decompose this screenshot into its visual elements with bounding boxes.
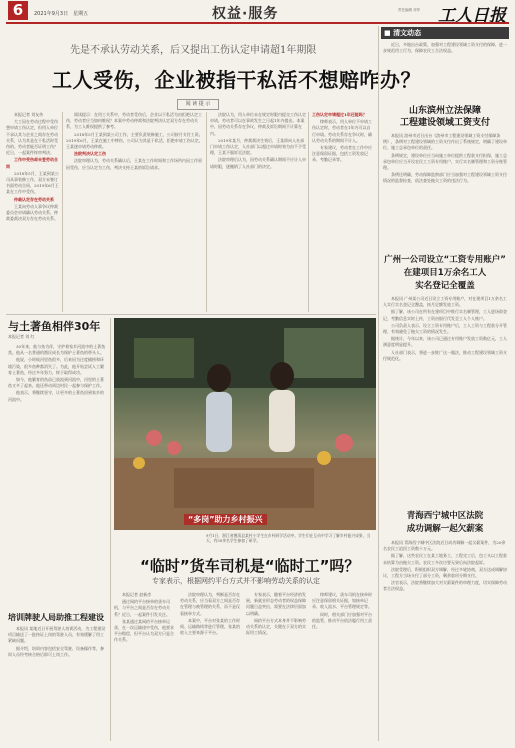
commentary-tag: 阅 读 提 示 [177,99,219,110]
date-line: 2021年9月3日 星期五 [34,11,89,17]
photo-illustration [114,318,376,530]
col2-headline: 广州一公司设立“工资专用账户” 在建项目1万余名工人 实名登记全覆盖 [384,255,506,291]
box-header [381,27,509,39]
col3-headline: 青海西宁城中区法院 成功调解一起欠薪案 [406,511,484,534]
photo-tag: “多岗”助力乡村振兴 [184,514,267,525]
lead-body-col-1: 本报记者 刘友传 大工因在劳动过程中受伤想申请工伤认定，但用人单位不承认其与企业之间存在劳动关系，认为其是在干私活时受伤的。劳动者能否证明工伤？近日，一起案件终审判决。 工作中受伤却未签劳动合同 2018年5月，王某到某公司从事装修工作，双方未签订书面劳动合同，2019年6月王某在工作中受伤。 仲裁认定存在劳动关系 王某向劳动人事争议仲裁委员会申请确认劳动关系，仲裁委裁决双方存在劳动关系。 [6,112,59,222]
lead-body-col-2: 阅读提示：在用工关系中，劳动者受伤后，企业以干私活为由拒绝认定工伤，劳动者应当如何维权？本案中劳动仲裁和法院判决认定双方存在劳动关系，为工人维权提供了参考。 2018年5月王某到某公司工作，主要负责装修施工，公司按月支付工资。2019年6月，王某在施工中摔伤，公司认为其是干私活，拒绝申请工伤认定。王某遂申请劳动仲裁。 法院判决认定工伤 法院审理认为，劳动关系确认后，王某在工作时间和工作场所内因工作原因受伤，应当认定为工伤，判决支持王某的诉讼请求。 [66,112,203,170]
col3-body: 本报讯 青海西宁城中区法院近日成功调解一起欠薪案件，为20余名农民工追回工资数十万元。 据了解，这些农民工在某工地务工，工程完工后，包工头以工程款未结算为由拖欠工资。农民工多次讨要无果后向法院起诉。 法院受理后，积极组织双方调解，经过多轮协商，双方达成调解协议，工程方当场支付了部分工资，剩余款项分期支付。 法官表示，法院将继续加大对欠薪案件的审理力度，切实保障劳动者合法权益。 [383,540,507,592]
bottom-subhead: 专家表示，根据网约平台方式并不影响劳动关系的认定 [152,577,320,585]
col2-body: 本报讯 广州某公司近日设立工资专用账户，对在建项目1万余名工人实行实名登记全覆盖，按月足额发放工资。 据了解，该公司在所有在建项目中推行实名制管理，工人进场即登记，考勤信息实时上传，工资由银行代发至工人个人账户。 公司负责人表示，设立工资专用账户后，工人工资与工程款分开管理，有效避免了拖欠工资的情况发生。 据统计，今年以来，该公司已通过专用账户发放工资数亿元，工人满意度明显提升。 人社部门表示，将进一步推广这一做法，推动工程建设领域工资支付规范化。 [383,296,507,361]
bottom-headline: “临时”货车司机是“临时工”吗？ [140,557,360,575]
masthead [0,0,515,26]
section-title: 权益·服务 [212,6,279,22]
person-left [206,364,232,452]
subhead-2: 仲裁认定存在劳动关系 [14,196,54,202]
bottom-col-4: 律师建议，货车司机在接单时应注意保留相关证据，如接单记录、收入流水、平台管理规定等。 同时，相关部门应加强对平台的监管，推动平台依法履行用工责任。 [312,592,372,630]
lead-kicker: 先是不承认劳动关系，后又提出工伤认定申请超1年期限 [70,45,317,56]
lead-body-col-4: 工伤认定申请超过1年还能吗？ 律师表示，用人单位不申请工伤认定时，劳动者在1年内可以自行申请。劳动关系存在争议时，确认劳动关系的期间不计入。 专家建议，劳动者在工作中应注意保留证据，包括工资发放记录、考勤记录等。 [312,112,372,163]
divider [110,318,111,741]
bottom-col-2: 法院审理认为，判断是否存在劳动关系，应当看双方之间是否存在管理与被管理的关系，而不是仅看接单方式。 本案中，平台对张某的工作时间、运输路线等进行管理，张某的收入主要来源于平台。 [180,592,240,636]
box-header-icon: ■ [384,29,391,37]
divider [378,26,379,741]
box-body: 本报讯 滨州市近日出台《滨州市工程建设领域工资支付保障条例》，条例对工程建设领域的工资支付作出了系统规定，明确了建设单位、施工总承包单位的责任。 条例规定，建设单位应当向施工单位提供工程款支付担保，施工总承包单位应当开设农民工工资专用账户，实行实名制管理和工资分账管理。 条例还明确，劳动保障监察部门应当加强对工程建设领域工资支付情况的监督检查，依法查处拖欠工资的违法行为。 [383,133,507,184]
divider-horizontal [6,314,376,315]
divider [62,112,63,312]
left-story-sub: 本报记者 刘 红 [8,334,35,339]
bottom-col-1: 本报记者 赵新彦 通过网约平台接单的货车司机，与平台之间是否存在劳动关系？近日，一起案件引发关注。 张某通过某网约平台接单运货，在一次运输途中受伤，他要求平台赔偿，但平台认为双方只是合作关系。 [114,592,174,643]
divider [206,112,207,312]
subhead-4: 工伤认定申请超过1年还能吗？ [312,112,367,117]
left-story-headline: 与土著鱼相伴30年 [8,320,101,333]
lead-body-col-3: 法院认为，用人单位未在规定时限内提交工伤认定申请，劳动者可以在事故发生之日起1年内提出。本案中，因劳动关系存在争议，仲裁及诉讼期间不计算在内。 2019年某月，仲裁裁决生效后，王某即向人社部门申请工伤认定，人社部门以超过申请时效为由不予受理，王某不服诉至法院。 法院审理后认为，因劳动关系确认期间不应计入申请时限，遂撤销了人社部门的决定。 [210,112,306,169]
news-photo [114,318,376,530]
bottom-col-3: 专家表示，随着平台经济的发展，新就业形态劳动者的权益保障问题日益突出，需要在法律层面加以明确。 网约平台方式本身并不影响劳动关系的认定，关键在于双方的实际用工情况。 [246,592,306,636]
left-story2-body: 本报讯 某地近日开展驾驶人培训活动，为工程建设项目输送了一批持证上岗的驾驶人员，有效缓解了用工紧缺问题。 据介绍，培训内容包括安全驾驶、设备操作等，参训人员经考核合格后即可上岗工作。 [8,626,106,657]
box-header-title: 清文动态 [393,29,422,37]
left-story-body: 30年来，他与鱼为伴，守护着家乡河流中的土著鱼类。他从一名普通的渔民成长为保护土著鱼的带头人。 他说，小时候河里鱼很多，后来因为过度捕捞和环境污染，很多鱼种都消失了。为此，他开始尝试人工繁育土著鱼，经过多年努力，终于取得成功。 如今，他繁育的鱼苗已放流到河流中，河里的土著鱼又多了起来。他还带动周边村民一起参与保护工作。 他表示，将继续坚守，让更多的土著鱼回到家乡的河流中。 [8,344,106,402]
page-number: 6 [8,1,28,20]
divider [308,112,309,312]
paper-name: 工人日报 [438,6,506,26]
subhead-3: 法院判决认定工伤 [74,151,106,157]
box-headline: 山东滨州立法保障 工程建设领域工资支付 [399,106,490,128]
left-story2-headline: 培训牌驶人局助推工程建设 [8,613,104,622]
editor-line: 责任编辑 邓军 [398,8,421,12]
masthead-rule [6,22,509,24]
lead-headline: 工人受伤，企业被指干私活不想赔咋办？ [52,68,421,92]
news-box [381,27,509,247]
box-intro: 近日，多地出台政策，加强对工程建设领域工资支付的保障，进一步规范用工行为，保障农民工合法权益。 [383,42,507,54]
person-right [269,362,295,452]
photo-caption: 9月1日，浙江省德清县某村小学生在乡村研学活动中。学生们在互动中学习了解乡村振兴成果，当天，有50余名学生参加了研学。 [206,533,371,543]
subhead-1: 工作中受伤却未签劳动合同 [6,157,58,169]
